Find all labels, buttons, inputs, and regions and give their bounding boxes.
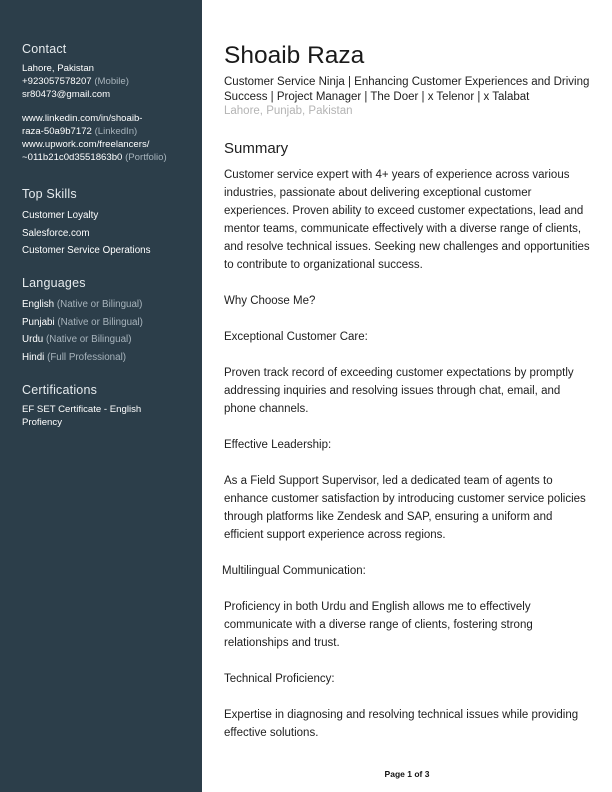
certification-line2: Profiency xyxy=(22,417,62,428)
linkedin-link-line2[interactable]: raza-50a9b7172 xyxy=(22,126,92,137)
top-skills-heading: Top Skills xyxy=(22,187,77,201)
skill-item: Customer Service Operations xyxy=(22,245,151,256)
language-level: (Full Professional) xyxy=(47,351,127,363)
linkedin-link-row xyxy=(22,125,197,138)
skill-item: Customer Loyalty xyxy=(22,210,99,221)
sidebar xyxy=(0,0,202,792)
language-item xyxy=(22,296,197,314)
summary-paragraph: Expertise in diagnosing and resolving technical issues while providing effective solutions. xyxy=(224,709,579,739)
certifications-section xyxy=(22,383,197,429)
upwork-link-line1[interactable]: www.upwork.com/freelancers/ xyxy=(22,139,150,150)
contact-phone-type: (Mobile) xyxy=(94,76,129,87)
language-level: (Native or Bilingual) xyxy=(57,316,143,328)
summary-paragraph: As a Field Support Supervisor, led a dedicated team of agents to enhance customer satisfaction by introducing customer service policies through platforms like Zendesk and SAP, ensuring a uniform and efficient support experience across regions. xyxy=(224,475,586,541)
certification-line1: EF SET Certificate - English xyxy=(22,404,142,415)
language-item xyxy=(22,331,197,349)
language-name: Hindi xyxy=(22,351,45,363)
certifications-heading: Certifications xyxy=(22,383,98,397)
linkedin-link-line1[interactable]: www.linkedin.com/in/shoaib- xyxy=(22,113,143,124)
language-item xyxy=(22,314,197,332)
summary-paragraph: Exceptional Customer Care: xyxy=(224,331,368,343)
summary-heading: Summary xyxy=(224,140,289,157)
language-name: English xyxy=(22,299,55,310)
linkedin-type: (LinkedIn) xyxy=(94,126,138,137)
upwork-link-line2[interactable]: ~011b21c0d3551863b0 xyxy=(22,152,123,163)
contact-phone-row xyxy=(22,75,197,88)
profile-name: Shoaib Raza xyxy=(224,42,365,69)
language-name: Urdu xyxy=(22,334,44,345)
summary-paragraph: Customer service expert with 4+ years of experience across various industries, passionate about delivering exceptional customer experiences. Proven ability to exceed customer expectations, lead and mentor teams, communicate effectively with a diverse range of clients, and resolve technical issues. Seeking new challenges and opportunities to contribute to organizational success. xyxy=(224,169,590,271)
contact-heading: Contact xyxy=(22,42,67,56)
upwork-link-row xyxy=(22,151,197,164)
summary-paragraph: Proven track record of exceeding customer expectations by promptly addressing inquiries and resolving issues through chat, email, and phone channels. xyxy=(224,367,574,415)
languages-section xyxy=(22,276,197,366)
skill-item: Salesforce.com xyxy=(22,227,90,239)
profile-headline: Customer Service Ninja | Enhancing Customer Experiences and Driving Success | Project Manager | The Doer | x Telenor | x Talabat xyxy=(224,76,590,103)
contact-phone[interactable]: +923057578207 xyxy=(22,76,92,87)
language-level: (Native or Bilingual) xyxy=(45,334,132,345)
language-level: (Native or Bilingual) xyxy=(56,299,143,310)
page-footer xyxy=(0,769,612,779)
contact-location: Lahore, Pakistan xyxy=(22,63,94,74)
profile-location: Lahore, Punjab, Pakistan xyxy=(224,105,353,117)
summary-paragraph: Why Choose Me? xyxy=(224,295,316,307)
language-name: Punjabi xyxy=(22,316,55,328)
page-number: Page 1 of 3 xyxy=(384,769,430,779)
upwork-type: (Portfolio) xyxy=(125,152,167,163)
summary-paragraph: Proficiency in both Urdu and English allows me to effectively communicate with a diverse range of clients, fostering strong relationships and trust. xyxy=(224,601,533,649)
summary-paragraph: Multilingual Communication: xyxy=(222,565,366,577)
language-item xyxy=(22,349,197,367)
summary-paragraph: Effective Leadership: xyxy=(224,439,332,451)
contact-email[interactable]: sr80473@gmail.com xyxy=(22,89,111,100)
contact-section xyxy=(22,42,197,164)
top-skills-section xyxy=(22,187,197,260)
languages-heading: Languages xyxy=(22,276,86,290)
summary-paragraph: Technical Proficiency: xyxy=(224,673,335,685)
